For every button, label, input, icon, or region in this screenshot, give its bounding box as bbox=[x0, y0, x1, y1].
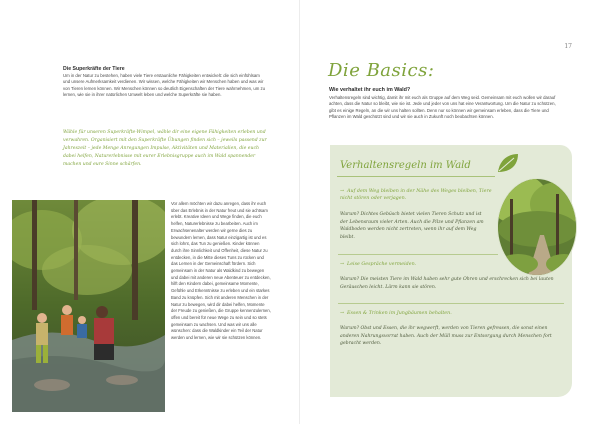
leaf-icon bbox=[496, 152, 520, 174]
rule-2-text: Warum? Die meisten Tiere im Wald haben sehr gute Ohren und erschrecken sich bei lauten Geräuschen leicht. Lärm kann sie stören. bbox=[340, 277, 554, 290]
rule-separator bbox=[338, 303, 564, 304]
rule-2-heading-text: Leise Gespräche vermeiden. bbox=[347, 262, 417, 267]
handwritten-green-note: Wähle für unseren Superkräfte-Wimpel, wähle dir eine eigene Fähigkeiten erleben und verwahren. Organisiert mit den Superkräfte Übungen finden sich – jeweils passend zur Jahreszeit – jede Menge Anregungen Impulse, Aktivitäten und Materialien, die euch dabei helfen, Naturerlebnisse mit eurer Erlebnisgruppe auch im Wald spannender machen und eure Sinne schärfen. bbox=[63, 130, 267, 167]
arrow-icon: → bbox=[340, 262, 345, 267]
basics-subtitle: Wie verhaltet ihr euch im Wald? bbox=[329, 87, 411, 93]
rule-3-heading-text: Essen & Trinken im Jungbäumen behalten. bbox=[347, 311, 452, 316]
rule-1-text: Warum? Dichtes Gebüsch bietet vielen Tieren Schutz und ist der Lebensraum vieler Arten. Auch die Pilze und Pflanzen am Waldboden werden nicht zertreten, wenn ihr auf dem Weg bleibt. bbox=[340, 212, 484, 240]
side-column-text: Vor allem möchten wir dazu anregen, dass ihr euch über das Erlebnis in der Natur freut und sie achtsam erlebt. Kreative Ideen und Wege finden, die euch helfen, Naturerlebnisse zu bearbeiten. Auch im Erwachsenenalter werden wir gerne dies zu bewundern lernen, dass Natur einzigartig ist und es sich lohnt, das Tun zu genießen. Kinder können durch ihre Sinnlichkeit und Offenheit, diese Natur zu entdecken, in die Mitte dieses Tuns zu rücken und das Lernen in der Gemeinschaft fördern. Sich gemeinsam in der Natur als Waldkind zu bewegen und dabei mit anderen neue Abenteuer zu entdecken, hilft den Kindern dabei, gemeinsame Momente, Gefühle und Erkenntnisse zu erleben und ein starkes Band zu knüpfen. Sich mit anderen Menschen in der Natur zu bewegen, wird dir dabei helfen, Momente der Freude zu genießen, die Gruppe kennenzulernen, offen und bereit für neue Wege zu sein und so stets gemeinsam zu wachsen. Und was wir uns alle wünschen: dass die Waldkinder ein Teil der Natur werden und lernen, wie wir sie schützen können. bbox=[171, 201, 271, 341]
rule-1-heading bbox=[340, 188, 496, 202]
superpowers-intro-text: Um in der Natur zu bestehen, haben viele Tiere erstaunliche Fähigkeiten entwickelt: die sich einfühlsam und unsere Aufmerksamkeit verdienen. Wir wissen, welche Fähigkeiten wir Menschen haben und was wir von Tieren lernen können. Wir Menschen können so deutlich Eigenschaften der Tiere wahrnehmen, um zu lernen, wie sie in ihrer natürlichen Umwelt leben und welche Superkräfte sie haben. bbox=[63, 73, 266, 98]
basics-title: Die Basics: bbox=[328, 60, 435, 81]
arrow-icon: → bbox=[340, 311, 345, 316]
rule-3-text: Warum? Obst und Essen, die ihr wegwerft, werden von Tieren gefressen, die sonst einen anderen Nahrungsvorrat haben. Auch der Müll muss zur Entsorgung durch Menschen fort gebracht werden. bbox=[340, 326, 552, 347]
rule-separator bbox=[338, 254, 498, 255]
family-stream-photo bbox=[12, 200, 165, 412]
arrow-icon: → bbox=[340, 189, 345, 194]
superpowers-heading: Die Superkräfte der Tiere bbox=[63, 66, 125, 72]
rules-title-underline bbox=[337, 176, 495, 177]
rule-2-heading bbox=[340, 261, 510, 268]
rule-3-heading bbox=[340, 310, 562, 317]
page-number: 17 bbox=[564, 43, 572, 50]
basics-body-text: Verhaltensregeln sind wichtig, damit ihr mit euch als Gruppe auf dem Weg seid. Gemeinsam mit euch wollen wir darauf achten, dass die Natur so bleibt, wie sie ist. Jede und jeder von uns hat eine Verantwortung. Um die Natur zu schützen, gibt es einige Regeln, an die wir uns halten sollten. Denn nur so können wir gemeinsam erleben, dass die Tiere und Pflanzen im Wald geschützt sind und wir sie auch in Zukunft noch beobachten können. bbox=[329, 95, 556, 120]
forest-stream-illustration bbox=[12, 200, 165, 412]
rules-box-title: Verhaltensregeln im Wald bbox=[340, 160, 471, 171]
rule-1-heading-text: Auf dem Weg bleiben in der Nähe des Weges bleiben, Tiere nicht stören oder verjagen. bbox=[340, 189, 492, 201]
